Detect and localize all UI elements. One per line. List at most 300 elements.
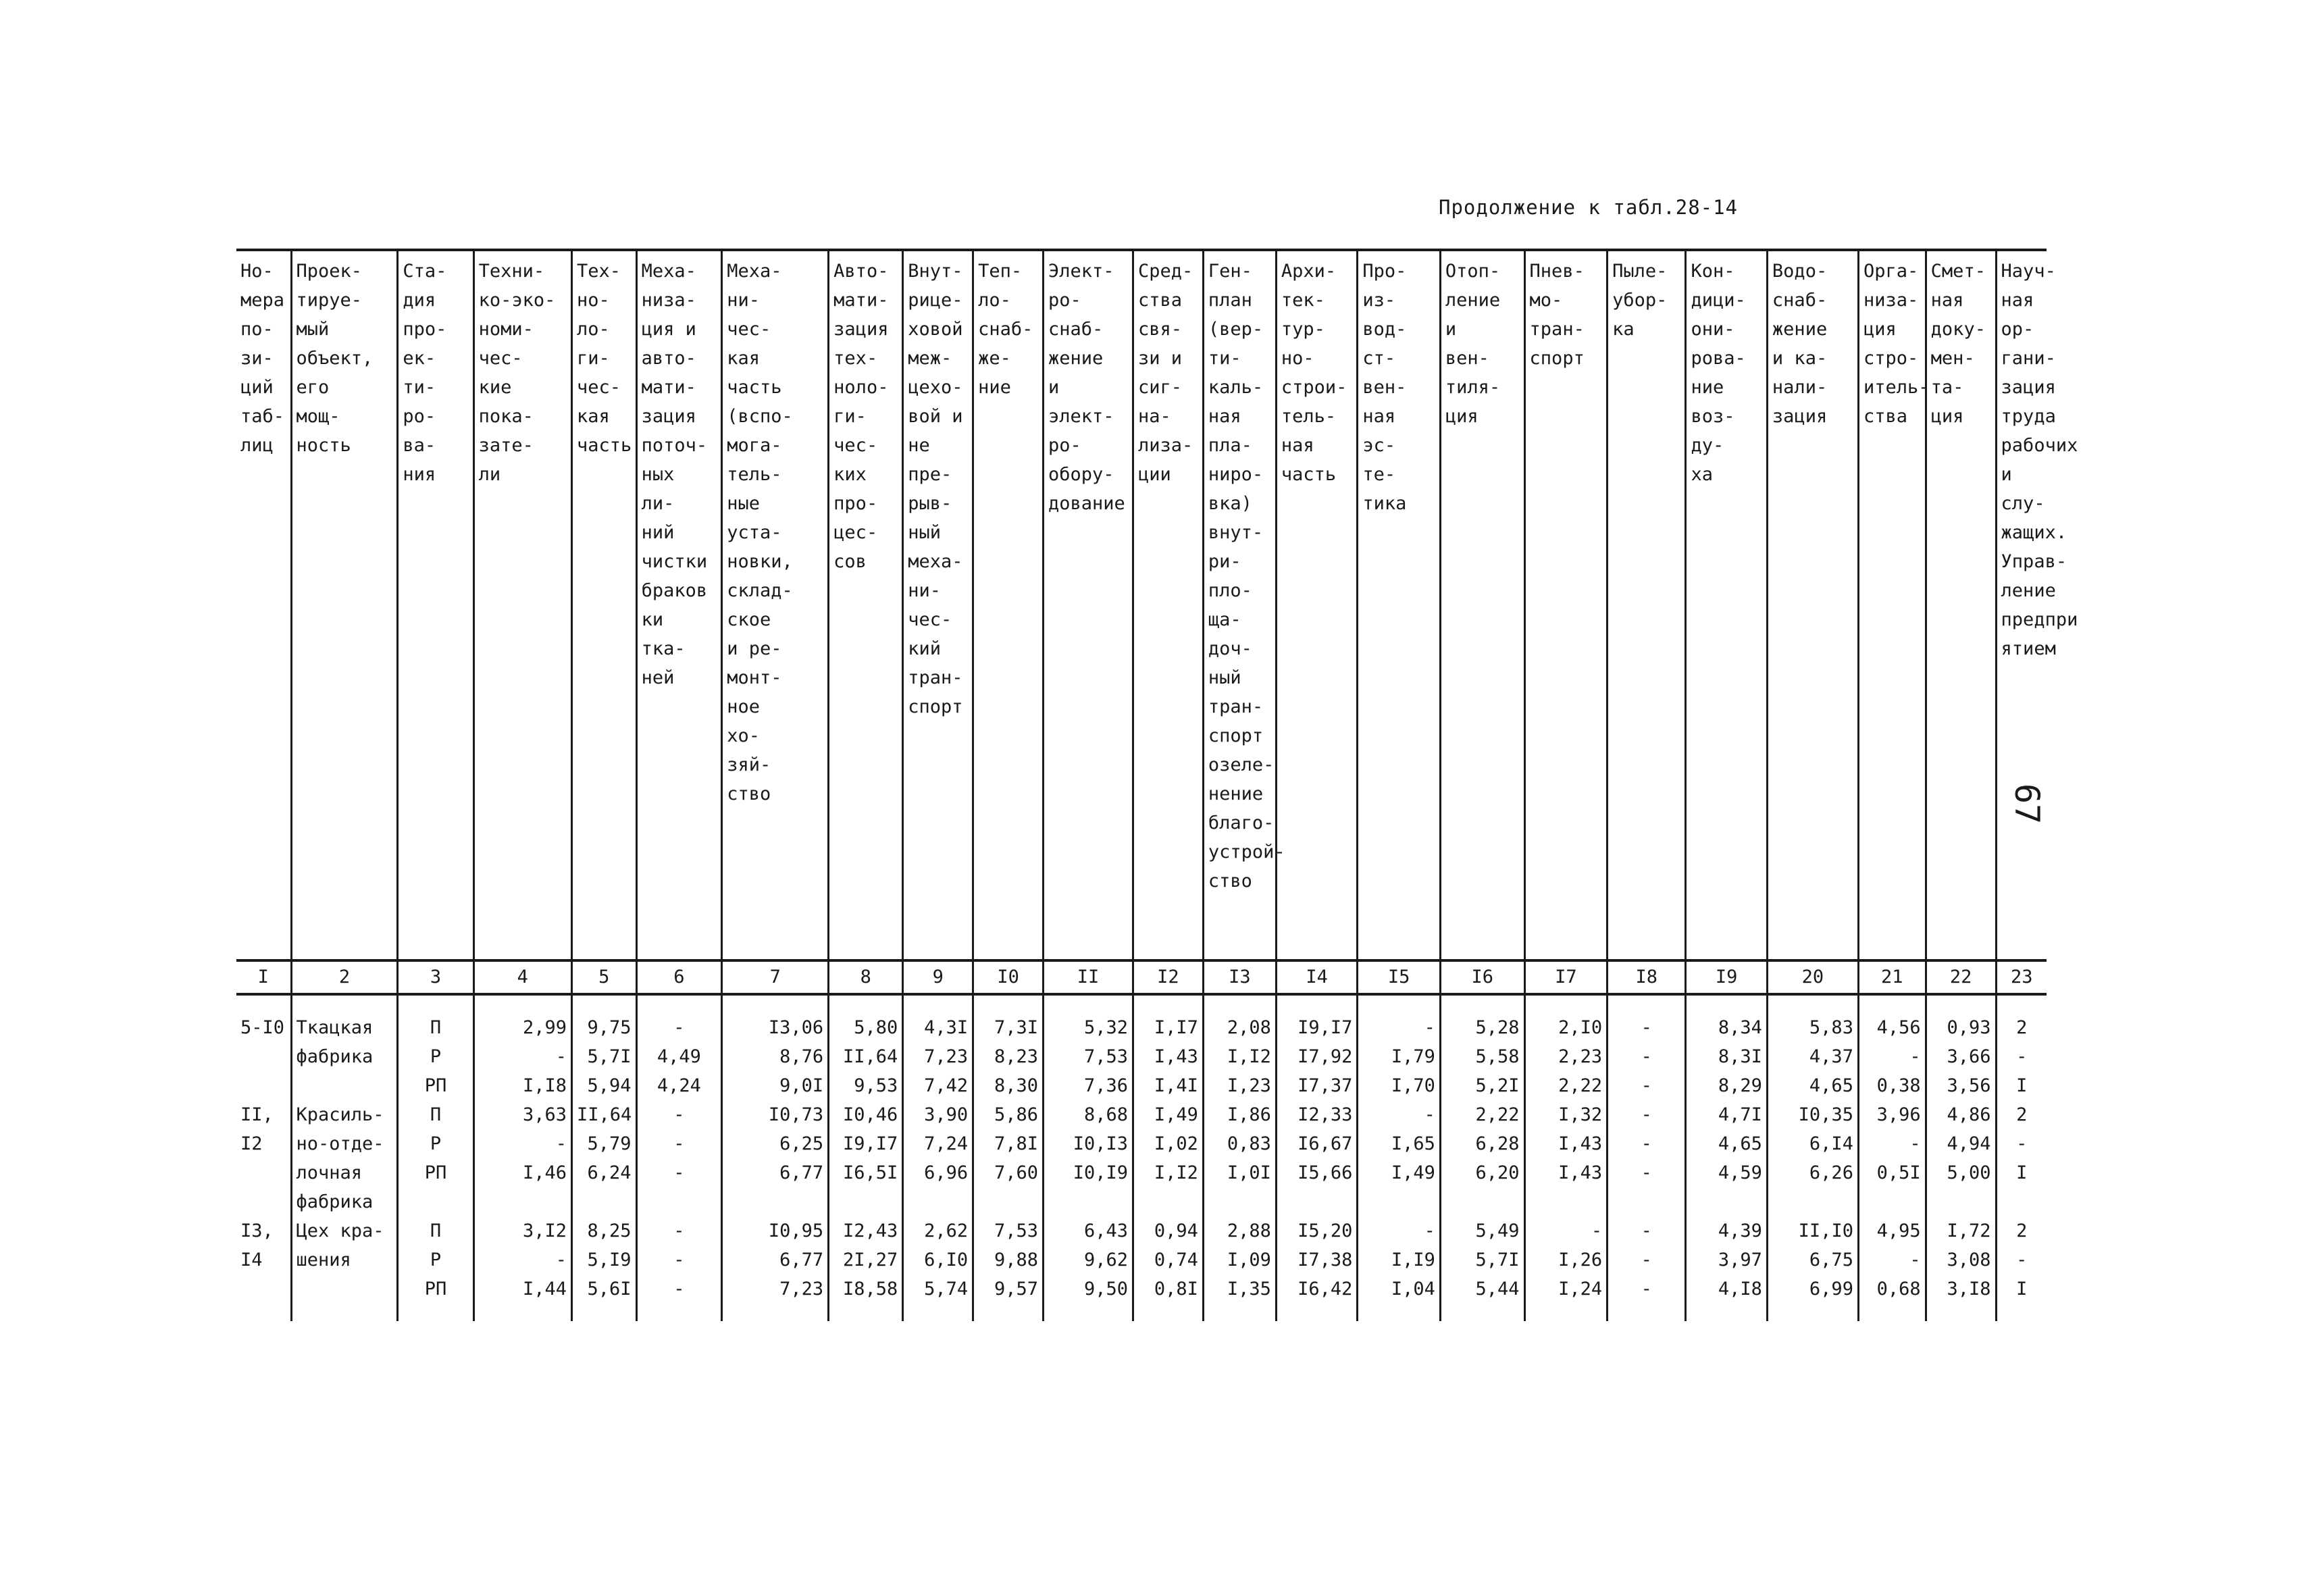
table-cell: I6,42: [1276, 1275, 1357, 1304]
column-number: 8: [829, 960, 903, 994]
table-cell: [1608, 1187, 1686, 1216]
table-cell: 5,79: [572, 1129, 637, 1158]
table-cell: шения: [291, 1245, 398, 1275]
table-cell: I: [1996, 1158, 2047, 1187]
spacer-cell: [236, 1304, 291, 1321]
spacer-cell: [291, 994, 398, 1013]
table-cell: 4,3I: [903, 1013, 973, 1042]
table-cell: [473, 1187, 571, 1216]
table-cell: 5,I9: [572, 1245, 637, 1275]
spacer-cell: [1203, 994, 1276, 1013]
table-cell: 8,25: [572, 1216, 637, 1245]
spacer-cell: [1524, 1304, 1608, 1321]
spacer-cell: [236, 994, 291, 1013]
table-cell: I: [1996, 1275, 2047, 1304]
table-cell: 9,88: [973, 1245, 1044, 1275]
table-cell: [1203, 1187, 1276, 1216]
table-cell: I,65: [1358, 1129, 1441, 1158]
spacer-cell: [1440, 994, 1524, 1013]
spacer-cell: [1608, 1304, 1686, 1321]
table-cell: -: [1996, 1129, 2047, 1158]
table-cell: 2: [1996, 1013, 2047, 1042]
table-cell: II,64: [829, 1042, 903, 1071]
table-row: [236, 1275, 2047, 1304]
table-cell: -: [1608, 1275, 1686, 1304]
table-cell: 6,43: [1044, 1216, 1133, 1245]
table-cell: [398, 1187, 473, 1216]
table-cell: 0,68: [1858, 1275, 1926, 1304]
table-cell: 9,62: [1044, 1245, 1133, 1275]
table-cell: 7,60: [973, 1158, 1044, 1187]
column-number: 5: [572, 960, 637, 994]
table-cell: 8,76: [722, 1042, 829, 1071]
table-cell: I3,: [240, 1220, 274, 1241]
table-cell: Цех кра-: [291, 1216, 398, 1245]
table-cell: I9,I7: [829, 1129, 903, 1158]
table-cell: 5,74: [903, 1275, 973, 1304]
column-number: 22: [1926, 960, 1996, 994]
spacer-cell: [1203, 1304, 1276, 1321]
table-cell: [973, 1187, 1044, 1216]
table-cell: I0,35: [1767, 1100, 1858, 1129]
table-cell: 8,3I: [1686, 1042, 1767, 1071]
spacer-cell: [1133, 1304, 1203, 1321]
column-header: Меха- низа- ция и авто- мати- зация поточ- ных ли- ний чистки браков ки тка- ней: [636, 250, 722, 960]
table-cell: I8,58: [829, 1275, 903, 1304]
table-cell: 4,95: [1858, 1216, 1926, 1245]
table-cell: -: [1608, 1158, 1686, 1187]
table-cell: [236, 1158, 291, 1187]
column-number: I2: [1133, 960, 1203, 994]
table-cell: II,: [240, 1104, 274, 1125]
table-cell: 5,6I: [572, 1275, 637, 1304]
table-cell: 5,32: [1044, 1013, 1133, 1042]
table-cell: I0,I9: [1044, 1158, 1133, 1187]
spacer-cell: [473, 1304, 571, 1321]
spacer-cell: [1358, 994, 1441, 1013]
table-cell: 7,36: [1044, 1071, 1133, 1100]
table-cell: [1044, 1187, 1133, 1216]
table-cell: 7,8I: [973, 1129, 1044, 1158]
table-cell: 6,I0: [903, 1245, 973, 1275]
table-cell: 9,0I: [722, 1071, 829, 1100]
table-cell: РП: [398, 1158, 473, 1187]
table-cell: Р: [398, 1129, 473, 1158]
table-cell: -: [1996, 1042, 2047, 1071]
column-number: 2: [291, 960, 398, 994]
table-cell: 0,8I: [1133, 1275, 1203, 1304]
table-cell: 2,08: [1203, 1013, 1276, 1042]
table-cell: I,79: [1358, 1042, 1441, 1071]
table-cell: 2,I0: [1524, 1013, 1608, 1042]
table-cell: I0,I3: [1044, 1129, 1133, 1158]
spacer-cell: [1767, 994, 1858, 1013]
table-row: [236, 1013, 2047, 1042]
table-cell: 4,86: [1926, 1100, 1996, 1129]
table-cell: 3,66: [1926, 1042, 1996, 1071]
table-row: [236, 1042, 2047, 1071]
table-cell: -: [636, 1158, 722, 1187]
table-cell: 3,96: [1858, 1100, 1926, 1129]
column-header: Сред- ства свя- зи и сиг- на- лиза- ции: [1133, 250, 1203, 960]
table-cell: I9,I7: [1276, 1013, 1357, 1042]
spacer-cell: [1996, 1304, 2047, 1321]
table-cell: 6,20: [1440, 1158, 1524, 1187]
table-cell: -: [473, 1129, 571, 1158]
table-cell: I,49: [1133, 1100, 1203, 1129]
column-header: Пыле- убор- ка: [1608, 250, 1686, 960]
column-number: 6: [636, 960, 722, 994]
table-cell: 4,24: [636, 1071, 722, 1100]
spacer-cell: [1996, 994, 2047, 1013]
page-number: 67: [2007, 783, 2047, 825]
table-cell: I,32: [1524, 1100, 1608, 1129]
table-cell: 7,24: [903, 1129, 973, 1158]
spacer-cell: [572, 994, 637, 1013]
spacer-cell: [1440, 1304, 1524, 1321]
data-table-container: [236, 249, 2078, 1321]
table-cell: 2,22: [1524, 1071, 1608, 1100]
table-cell: 8,23: [973, 1042, 1044, 1071]
table-cell: 2,62: [903, 1216, 973, 1245]
column-number: 21: [1858, 960, 1926, 994]
table-cell: I,43: [1524, 1158, 1608, 1187]
table-cell: I,0I: [1203, 1158, 1276, 1187]
table-cell: -: [1996, 1245, 2047, 1275]
table-cell: 3,97: [1686, 1245, 1767, 1275]
table-continuation-caption: Продолжение к табл.28-14: [1439, 196, 1739, 219]
table-row: [236, 1187, 2047, 1216]
table-cell: I,49: [1358, 1158, 1441, 1187]
column-header: Архи- тек- тур- но- строи- тель- ная часть: [1276, 250, 1357, 960]
table-cell: I,I7: [1133, 1013, 1203, 1042]
table-cell: I7,37: [1276, 1071, 1357, 1100]
table-cell: 8,29: [1686, 1071, 1767, 1100]
table-cell: I5,66: [1276, 1158, 1357, 1187]
table-cell: 6,28: [1440, 1129, 1524, 1158]
table-cell: I: [1996, 1071, 2047, 1100]
table-cell: I2,33: [1276, 1100, 1357, 1129]
column-header: Кон- дици- они- рова- ние воз- ду- ха: [1686, 250, 1767, 960]
table-cell: 6,99: [1767, 1275, 1858, 1304]
table-cell: I0,46: [829, 1100, 903, 1129]
table-cell: РП: [398, 1275, 473, 1304]
table-cell: I,4I: [1133, 1071, 1203, 1100]
spacer-cell: [1276, 994, 1357, 1013]
table-cell: -: [1608, 1216, 1686, 1245]
spacer-cell: [973, 1304, 1044, 1321]
table-cell: -: [1858, 1042, 1926, 1071]
table-cell: 7,23: [903, 1042, 973, 1071]
table-cell: РП: [398, 1071, 473, 1100]
spacer-cell: [1133, 994, 1203, 1013]
table-cell: I,70: [1358, 1071, 1441, 1100]
table-cell: 4,49: [636, 1042, 722, 1071]
table-cell: I4: [240, 1250, 263, 1270]
column-number: I: [236, 960, 291, 994]
table-cell: 7,23: [722, 1275, 829, 1304]
table-cell: Красиль-: [291, 1100, 398, 1129]
column-number: I7: [1524, 960, 1608, 994]
table-cell: II,64: [572, 1100, 637, 1129]
table-cell: I2,43: [829, 1216, 903, 1245]
table-cell: 5,83: [1767, 1013, 1858, 1042]
table-cell: I,35: [1203, 1275, 1276, 1304]
table-cell: 9,53: [829, 1071, 903, 1100]
table-cell: лочная: [291, 1158, 398, 1187]
table-cell: 9,50: [1044, 1275, 1133, 1304]
table-cell: 5,7I: [572, 1042, 637, 1071]
spacer-cell: [1858, 994, 1926, 1013]
column-header: Про- из- вод- ст- вен- ная эс- те- тика: [1358, 250, 1441, 960]
table-cell: Р: [398, 1245, 473, 1275]
table-cell: -: [636, 1013, 722, 1042]
table-cell: -: [1608, 1245, 1686, 1275]
table-cell: 8,68: [1044, 1100, 1133, 1129]
table-cell: П: [398, 1216, 473, 1245]
column-number: 20: [1767, 960, 1858, 994]
table-cell: I7,92: [1276, 1042, 1357, 1071]
table-cell: 8,34: [1686, 1013, 1767, 1042]
table-row: [236, 1071, 2047, 1100]
table-cell: -: [636, 1245, 722, 1275]
column-header: Теп- ло- снаб- же- ние: [973, 250, 1044, 960]
table-cell: но-отде-: [291, 1129, 398, 1158]
table-body: [236, 994, 2047, 1321]
table-cell: [1133, 1187, 1203, 1216]
spacer-cell: [1926, 1304, 1996, 1321]
column-number: I4: [1276, 960, 1357, 994]
table-cell: 4,39: [1686, 1216, 1767, 1245]
table-cell: -: [1608, 1129, 1686, 1158]
table-cell: I,43: [1524, 1129, 1608, 1158]
table-cell: [291, 1275, 398, 1304]
column-number: 23: [1996, 960, 2047, 994]
spacer-cell: [1858, 1304, 1926, 1321]
column-number: 9: [903, 960, 973, 994]
column-number: 3: [398, 960, 473, 994]
table-cell: [1858, 1187, 1926, 1216]
table-cell: II,I0: [1767, 1216, 1858, 1245]
table-cell: 5,2I: [1440, 1071, 1524, 1100]
table-cell: 6,24: [572, 1158, 637, 1187]
table-cell: -: [1608, 1071, 1686, 1100]
spacer-cell: [722, 1304, 829, 1321]
spacer-cell: [1686, 1304, 1767, 1321]
spacer-cell: [829, 1304, 903, 1321]
table-cell: -: [636, 1216, 722, 1245]
table-cell: I6,5I: [829, 1158, 903, 1187]
table-cell: [1276, 1187, 1357, 1216]
spacer-cell: [398, 1304, 473, 1321]
column-header: Проек- тируе- мый объект, его мощ- ность: [291, 250, 398, 960]
table-cell: 5,58: [1440, 1042, 1524, 1071]
table-cell: 3,08: [1926, 1245, 1996, 1275]
table-cell: 5,7I: [1440, 1245, 1524, 1275]
column-headers-row: [236, 250, 2047, 960]
table-cell: 0,93: [1926, 1013, 1996, 1042]
table-cell: -: [473, 1245, 571, 1275]
table-cell: I,04: [1358, 1275, 1441, 1304]
table-cell: [1926, 1187, 1996, 1216]
table-cell: 7,3I: [973, 1013, 1044, 1042]
table-cell: [236, 1071, 291, 1100]
spacer-cell: [1358, 1304, 1441, 1321]
table-cell: I,26: [1524, 1245, 1608, 1275]
table-cell: 2,22: [1440, 1100, 1524, 1129]
table-cell: [829, 1187, 903, 1216]
spacer-cell: [973, 994, 1044, 1013]
table-cell: 6,77: [722, 1245, 829, 1275]
table-cell: I5,20: [1276, 1216, 1357, 1245]
table-cell: 9,57: [973, 1275, 1044, 1304]
spacer-cell: [1767, 1304, 1858, 1321]
table-cell: Ткацкая: [291, 1013, 398, 1042]
spacer-cell: [722, 994, 829, 1013]
table-cell: 6,96: [903, 1158, 973, 1187]
table-cell: [1996, 1187, 2047, 1216]
spacer-cell: [1926, 994, 1996, 1013]
spacer-cell: [291, 1304, 398, 1321]
table-cell: П: [398, 1013, 473, 1042]
table-cell: I,I9: [1358, 1245, 1441, 1275]
column-header: Тех- но- ло- ги- чес- кая часть: [572, 250, 637, 960]
column-number: I5: [1358, 960, 1441, 994]
table-cell: 5,44: [1440, 1275, 1524, 1304]
table-cell: -: [473, 1042, 571, 1071]
table-cell: I,44: [473, 1275, 571, 1304]
table-cell: 3,I2: [473, 1216, 571, 1245]
table-cell: 3,63: [473, 1100, 571, 1129]
column-header: Элект- ро- снаб- жение и элект- ро- обору- дование: [1044, 250, 1133, 960]
table-cell: [1767, 1187, 1858, 1216]
table-cell: -: [1858, 1129, 1926, 1158]
table-cell: 7,42: [903, 1071, 973, 1100]
table-cell: [572, 1187, 637, 1216]
column-header: Науч- ная ор- гани- зация труда рабочих и слу- жащих. Управ- ление предпри ятием: [1996, 250, 2047, 960]
table-cell: 3,90: [903, 1100, 973, 1129]
table-cell: фабрика: [291, 1187, 398, 1216]
table-row: [236, 1158, 2047, 1187]
table-row: [236, 1100, 2047, 1129]
table-cell: I2: [240, 1133, 263, 1154]
column-number: I0: [973, 960, 1044, 994]
table-cell: 0,94: [1133, 1216, 1203, 1245]
table-cell: 0,83: [1203, 1129, 1276, 1158]
table-cell: -: [636, 1100, 722, 1129]
table-cell: 3,56: [1926, 1071, 1996, 1100]
table-cell: 2: [1996, 1216, 2047, 1245]
spacer-cell: [636, 994, 722, 1013]
table-cell: 7,53: [973, 1216, 1044, 1245]
table-cell: 0,38: [1858, 1071, 1926, 1100]
column-numbers-row: [236, 960, 2047, 994]
table-cell: 9,75: [572, 1013, 637, 1042]
table-cell: [903, 1187, 973, 1216]
table-cell: 5,80: [829, 1013, 903, 1042]
table-cell: 4,56: [1858, 1013, 1926, 1042]
table-cell: 6,77: [722, 1158, 829, 1187]
table-cell: [1440, 1187, 1524, 1216]
table-cell: 7,53: [1044, 1042, 1133, 1071]
column-header: Орга- низа- ция стро- итель- ства: [1858, 250, 1926, 960]
table-cell: [291, 1071, 398, 1100]
table-cell: 4,37: [1767, 1042, 1858, 1071]
column-header: Авто- мати- зация тех- ноло- ги- чес- ких про- цес- сов: [829, 250, 903, 960]
spacer-cell: [1276, 1304, 1357, 1321]
column-number: I6: [1440, 960, 1524, 994]
spacer-row: [236, 994, 2047, 1013]
spacer-row: [236, 1304, 2047, 1321]
column-header: Меха- ни- чес- кая часть (вспо- мога- тель- ные уста- новки, склад- ское и ре- монт- ное хо- зяй- ство: [722, 250, 829, 960]
table-cell: -: [1858, 1245, 1926, 1275]
table-cell: I,24: [1524, 1275, 1608, 1304]
spacer-cell: [473, 994, 571, 1013]
column-header: Ген- план (вер- ти- каль- ная пла- ниро- вка) внут- ри- пло- ща- доч- ный тран- спорт озеле- нение благо- устрой- ство: [1203, 250, 1276, 960]
table-cell: I0,73: [722, 1100, 829, 1129]
spacer-cell: [1044, 994, 1133, 1013]
table-cell: 6,I4: [1767, 1129, 1858, 1158]
table-cell: [236, 1042, 291, 1071]
table-cell: 5,94: [572, 1071, 637, 1100]
design-cost-table: [236, 249, 2078, 1321]
table-cell: [636, 1187, 722, 1216]
table-cell: I3,06: [722, 1013, 829, 1042]
table-cell: I,I2: [1133, 1158, 1203, 1187]
spacer-cell: [398, 994, 473, 1013]
table-cell: I,46: [473, 1158, 571, 1187]
table-cell: 0,74: [1133, 1245, 1203, 1275]
spacer-cell: [1686, 994, 1767, 1013]
table-cell: I,I8: [473, 1071, 571, 1100]
column-header: Смет- ная доку- мен- та- ция: [1926, 250, 1996, 960]
table-cell: 2,23: [1524, 1042, 1608, 1071]
table-cell: [1524, 1187, 1608, 1216]
table-cell: 6,75: [1767, 1245, 1858, 1275]
spacer-cell: [572, 1304, 637, 1321]
table-cell: 5,00: [1926, 1158, 1996, 1187]
table-cell: 8,30: [973, 1071, 1044, 1100]
column-number: I9: [1686, 960, 1767, 994]
table-cell: -: [636, 1275, 722, 1304]
table-cell: 5,28: [1440, 1013, 1524, 1042]
table-cell: 0,5I: [1858, 1158, 1926, 1187]
table-cell: 2: [1996, 1100, 2047, 1129]
table-cell: I,09: [1203, 1245, 1276, 1275]
table-cell: 3,I8: [1926, 1275, 1996, 1304]
spacer-cell: [903, 1304, 973, 1321]
spacer-cell: [1524, 994, 1608, 1013]
table-cell: -: [1358, 1013, 1441, 1042]
table-cell: I0,95: [722, 1216, 829, 1245]
table-cell: 6,26: [1767, 1158, 1858, 1187]
table-cell: [722, 1187, 829, 1216]
table-cell: 2I,27: [829, 1245, 903, 1275]
spacer-cell: [636, 1304, 722, 1321]
table-cell: [1686, 1187, 1767, 1216]
table-cell: Р: [398, 1042, 473, 1071]
table-cell: -: [1608, 1100, 1686, 1129]
table-cell: [1358, 1187, 1441, 1216]
column-header: Водо- снаб- жение и ка- нали- зация: [1767, 250, 1858, 960]
table-cell: 6,25: [722, 1129, 829, 1158]
column-number: I8: [1608, 960, 1686, 994]
spacer-cell: [1044, 1304, 1133, 1321]
table-cell: 4,65: [1767, 1071, 1858, 1100]
table-cell: 2,99: [473, 1013, 571, 1042]
column-number: 7: [722, 960, 829, 994]
table-cell: фабрика: [291, 1042, 398, 1071]
